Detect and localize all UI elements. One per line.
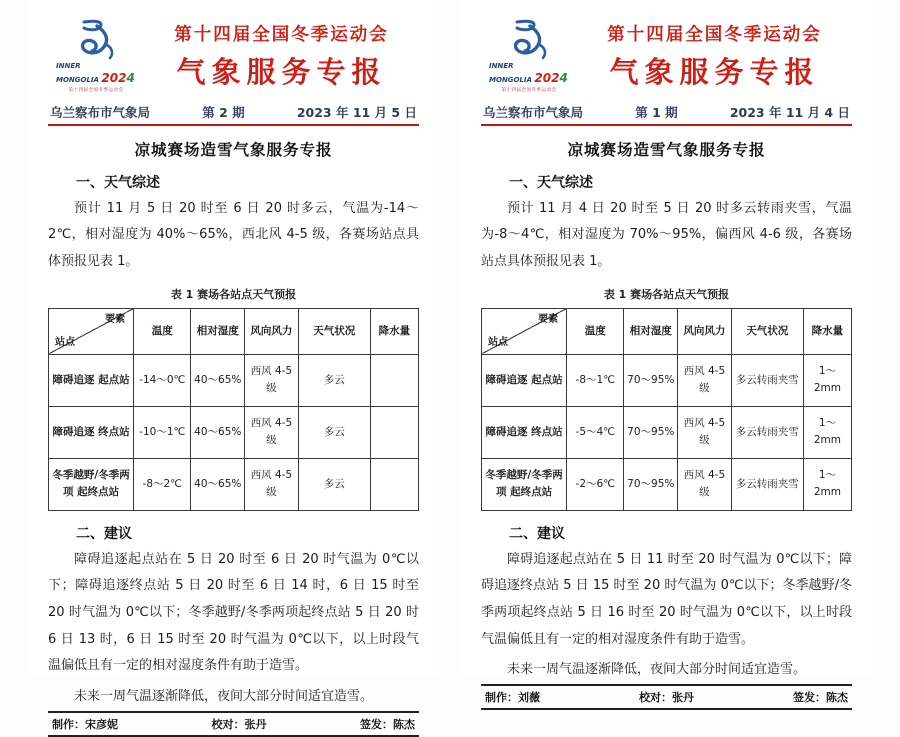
report-page-issue-2: [28, 0, 439, 731]
document-title: 凉城赛场造雪气象服务专报: [134, 140, 333, 159]
proofreader-credit: 校对：张丹: [639, 690, 694, 704]
logo-org-text: INNER MONGOLIA 2024: [56, 62, 135, 85]
issue-info-line: [48, 103, 419, 126]
col-header: 降水量: [370, 308, 418, 354]
corner-header-cell: 要素 站点: [482, 308, 567, 354]
col-header: 温度: [134, 308, 191, 354]
weather-summary-paragraph: 预计 11 月 5 日 20 时至 6 日 20 时多云，气温为-14～2℃，相对湿度为 40%～65%，西北风 4-5 级，各赛场站点具体预报见表 1。: [48, 200, 419, 270]
games-logo: [481, 18, 577, 93]
issue-info-line: [481, 103, 852, 126]
masthead-titles: [144, 18, 419, 91]
issuer-credit: 签发：陈杰: [793, 690, 848, 704]
report-page-issue-1: [461, 0, 872, 704]
bulletin-title: 气象服务专报: [176, 54, 387, 89]
table-row: 障碍追逐 终点站 -10～1℃ 40～65% 西风 4-5 级 多云: [49, 406, 419, 458]
col-header: 风向风力: [678, 308, 732, 354]
col-header: 降水量: [803, 308, 851, 354]
col-header: 温度: [567, 308, 624, 354]
masthead: [48, 18, 419, 93]
logo-subtext: 第十四届全国冬季运动会: [501, 87, 557, 93]
table-row: 障碍追逐 终点站 -5～4℃ 70～95% 西风 4-5 级 多云转雨夹雪 1～2mm: [482, 406, 852, 458]
issue-date: 2023 年 11 月 4 日: [729, 104, 850, 120]
table-row: 障碍追逐 起点站 -8～1℃ 70～95% 西风 4-5 级 多云转雨夹雪 1～2mm: [482, 354, 852, 406]
table-row: 障碍追逐 起点站 -14～0℃ 40～65% 西风 4-5 级 多云: [49, 354, 419, 406]
table-header-row: [482, 308, 852, 354]
issue-number: 第 1 期: [635, 104, 678, 120]
agency-name: 乌兰察布市气象局: [50, 104, 151, 120]
section-2-heading: 二、建议: [76, 525, 132, 542]
logo-subtext: 第十四届全国冬季运动会: [68, 87, 124, 93]
logo-year: 2024: [534, 70, 568, 85]
suggestion-paragraph: 障碍追逐起点站在 5 日 11 时至 20 时气温为 0℃以下；障碍追逐终点站 5 日 15 时至 20 时气温为 0℃以下；冬季越野/冬季两项起终点站 5 日 16 时至 20 时气温为 0℃以下，以上时段气温偏低且有一定的相对湿度条件有助于造雪。: [481, 551, 852, 647]
maker-credit: 制作：刘薇: [485, 690, 540, 704]
weather-summary-paragraph: 预计 11 月 4 日 20 时至 5 日 20 时多云转雨夹雪，气温为-8～4℃，相对湿度为 70%～95%，偏西风 4-6 级，各赛场站点具体预报见表 1。: [481, 200, 852, 270]
suggestion-paragraph: 障碍追逐起点站在 5 日 20 时至 6 日 20 时气温为 0℃以下；障碍追逐终点站 5 日 20 时至 6 日 14 时，6 日 15 时至 20 时气温为 0℃以下；冬季越野/冬季两项起终点站 5 日 20 时 6 日 13 时，6 日 15 时至 20 时气温为 0℃以下，以上时段气温偏低且有一定的相对湿度条件有助于造雪。: [48, 551, 419, 674]
issuer-credit: 签发：陈杰: [360, 717, 415, 731]
credits-footer: [48, 711, 419, 737]
col-header: 风向风力: [245, 308, 299, 354]
table-caption: 表 1 赛场各站点天气预报: [603, 287, 730, 301]
agency-name: 乌兰察布市气象局: [483, 104, 584, 120]
masthead-titles: [577, 18, 852, 91]
issue-number: 第 2 期: [202, 104, 245, 120]
event-name: 第十四届全国冬季运动会: [607, 25, 822, 45]
proofreader-credit: 校对：张丹: [211, 717, 267, 731]
event-name: 第十四届全国冬季运动会: [174, 25, 389, 45]
table-row: 冬季越野/冬季两项 起终点站 -8～2℃ 40～65% 西风 4-5 级 多云: [49, 458, 419, 510]
section-1-heading: 一、天气综述: [509, 174, 593, 191]
col-header: 相对湿度: [191, 308, 245, 354]
outlook-paragraph: 未来一周气温逐渐降低，夜间大部分时间适宜造雪。: [507, 662, 807, 678]
issue-date: 2023 年 11 月 5 日: [296, 104, 417, 120]
section-2-heading: 二、建议: [509, 525, 565, 542]
bulletin-title: 气象服务专报: [609, 54, 820, 89]
document-title: 凉城赛场造雪气象服务专报: [567, 140, 766, 159]
maker-credit: 制作：宋彦妮: [52, 717, 118, 731]
snow-calligraphy-icon: [48, 18, 144, 62]
snow-calligraphy-icon: [481, 18, 577, 62]
section-1-heading: 一、天气综述: [76, 174, 160, 191]
col-header: 天气状况: [298, 308, 370, 354]
logo-org-text: INNER MONGOLIA 2024: [489, 62, 568, 85]
forecast-table: [48, 308, 419, 511]
table-header-row: [49, 308, 419, 354]
logo-year: 2024: [101, 70, 135, 85]
table-row: 冬季越野/冬季两项 起终点站 -2～6℃ 70～95% 西风 4-5 级 多云转雨夹雪 1～2mm: [482, 458, 852, 510]
forecast-table: [481, 308, 852, 511]
col-header: 天气状况: [731, 308, 803, 354]
games-logo: [48, 18, 144, 93]
table-caption: 表 1 赛场各站点天气预报: [170, 287, 297, 301]
col-header: 相对湿度: [624, 308, 678, 354]
masthead: [481, 18, 852, 93]
corner-header-cell: 要素 站点: [49, 308, 134, 354]
outlook-paragraph: 未来一周气温逐渐降低，夜间大部分时间适宜造雪。: [74, 688, 374, 704]
credits-footer: [481, 684, 852, 710]
